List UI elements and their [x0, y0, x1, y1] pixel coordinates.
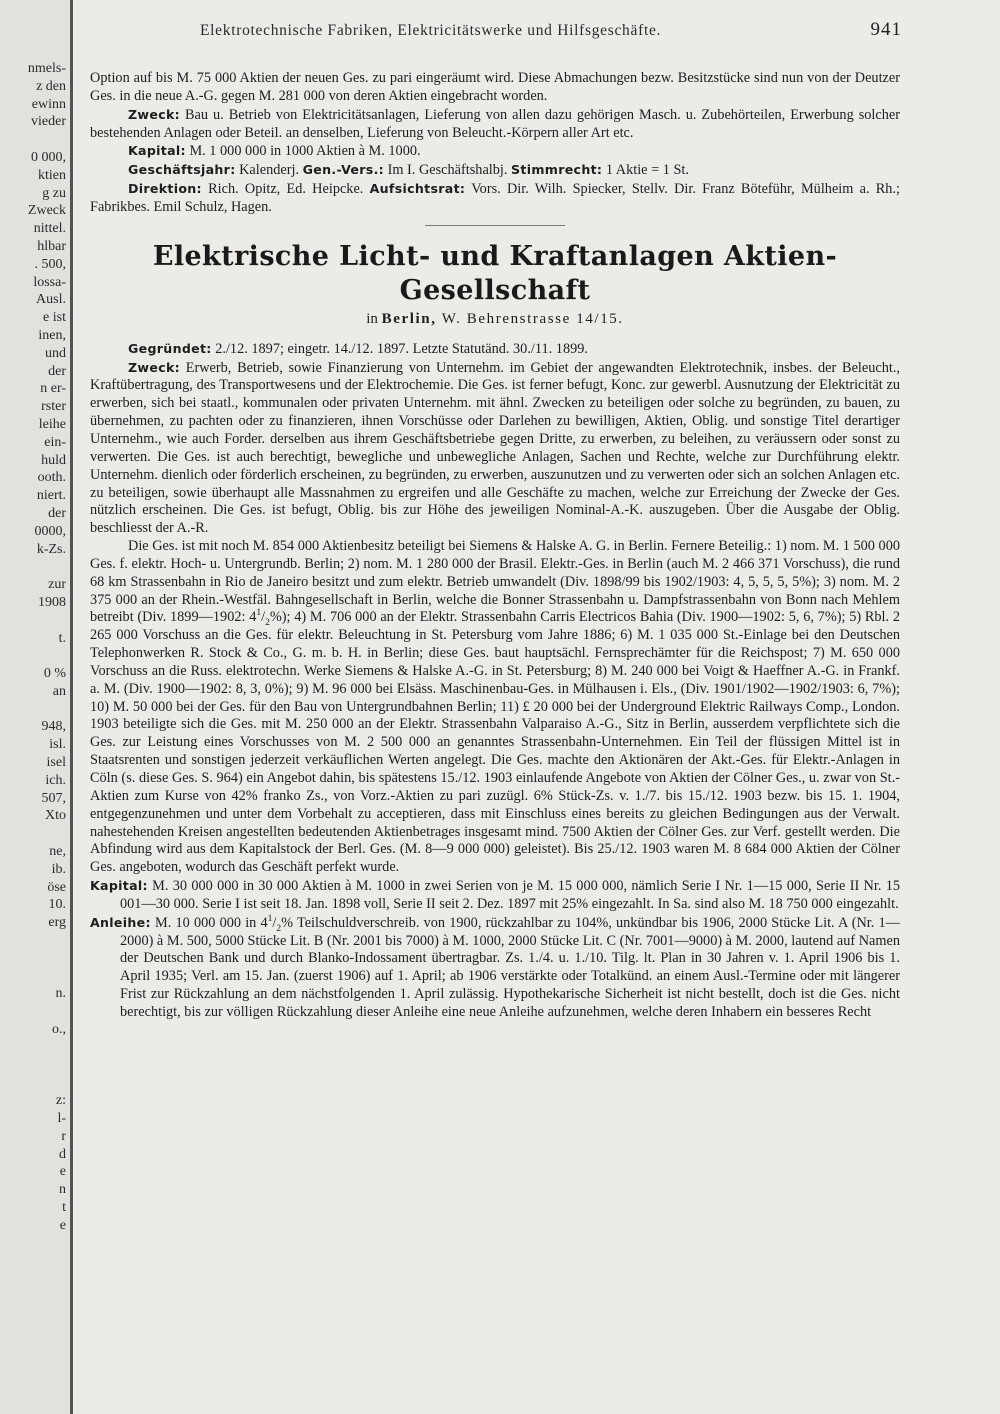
- founded-label: Gegründet:: [128, 340, 212, 356]
- capital-text-b: eingezahlt. In Sa. sind also M. 18 750 000 eingezahlt.: [588, 895, 899, 912]
- directors-label: Direktion:: [128, 181, 202, 197]
- fraction-denominator: 2: [276, 923, 282, 934]
- margin-fragment: [0, 1039, 66, 1057]
- margin-fragment: [0, 558, 66, 576]
- loan-paragraph: Anleihe: M. 10 000 000 in $4^1/_2\%$ Teilschuldverschreib. von 1900, rückzahlbar zu 104%, unkündbar bis 1906, 2000 Stücke Lit. A (Nr. 1—2000) à M. 500, 5000 Stücke Lit. B (Nr. 2001 bis 7000) à M. 1000, 2000 Stücke Lit. C (Nr. 7001—9000) à M. 2000, lautend auf Namen der Deutschen Bank und durch Blanko-Indossament übertragbar. Zs. 1./4. u. 1./10. Tilg. lt. Plan in 30 Jahren v. 1. April 1906 bis 1. April 1935; Verl. am 15. Jan. (zuerst 1906) auf 1. April; ab 1906 verstärkte oder Totalkünd. an einem Ausl.-Termine oder mit längerer Frist zur Rückzahlung an dem nächstfolgenden 1. April zulässig. Hypothekarische Sicherheit ist nicht bestellt, doch ist die Ges. nicht berechtigt, bis zur völligen Rückzahlung dieser Anleihe eine neue Anleihe aufzunehmen, welche deren Inhabern ein besseres Recht: [90, 913, 900, 1020]
- margin-fragment: [0, 701, 66, 719]
- margin-fragment: nittel.: [33, 221, 66, 237]
- capital-label: Kapital:: [128, 143, 186, 159]
- margin-fragment: ewinn: [31, 96, 66, 112]
- margin-fragment: 0 %: [43, 666, 66, 682]
- margin-fragment: isel: [46, 755, 66, 771]
- page-number: 941: [870, 19, 902, 40]
- margin-fragment: n er-: [40, 381, 66, 397]
- main-column: [90, 70, 900, 1022]
- percent-sign: %: [576, 895, 589, 912]
- percent-sign: %: [245, 787, 258, 804]
- company-street: W. Behrenstrasse 14/15.: [436, 310, 624, 327]
- section-divider: [425, 225, 565, 226]
- business-year-text: Kalenderj.: [235, 162, 303, 179]
- margin-fragment: . 500,: [34, 256, 66, 272]
- prev-entry-text: Option auf bis M. 75 000 Aktien der neuen Ges. zu pari eingeräumt wird. Diese Abmachungen bezw. Besitzstücke sind nun von der Deutzer Ges. in die neue A.-G. gegen M. 281 000 von deren Aktien eingebracht worden.: [90, 70, 900, 104]
- loan-text-b: Teilschuldverschreib. von 1900, rückzahlbar zu 104: [293, 914, 597, 931]
- percent-sign: %: [269, 609, 282, 626]
- percent-sign: %: [799, 573, 812, 590]
- margin-fragment: inen,: [38, 327, 66, 343]
- loan-text-a: M. 10 000 000 in 4: [150, 914, 268, 931]
- participations-text-f: ); 10) M. 50 000 bei der Ges. für den Bau von Untergrundbahnen Berlin; 11) £ 20 000 bei der Underground Elektric Railways Comp., London. 1903 beteiligte sich die Ges. mit M. 250 000 an der Elektr. Strassenbahn Valparaiso A.-G., Sitz in Berlin, ausserdem verpflichtete sich die Ges. zur Leistung eines Vorschusses von M. 2 500 000 an genanntes Strassenbahn-Unternehmen. Ein Teil der flüssigen Mittel ist in Staatsrenten und sonstigen jederzeit verkäuflichen Werten angelegt. Die Ges. machte den Aktionären der Akt.-Ges. für Elektr.-Anlagen in Cöln (s. diese Ges. S. 964) ein Angebot dahin, bis spätestens 15./12. 1903 einlaufende Angebote von Aktien der Cölner Ges., u. zwar von St.-Aktien zum Kurse von 42: [90, 680, 900, 804]
- running-head: Elektrotechnische Fabriken, Elektricitätswerke und Hilfsgeschäfte.: [200, 22, 662, 39]
- margin-fragment: ich.: [45, 772, 66, 788]
- margin-fragment: [0, 950, 66, 968]
- margin-fragment: der: [48, 505, 66, 521]
- purpose-label: Zweck:: [128, 106, 180, 122]
- purpose-text: Erwerb, Betrieb, sowie Finanzierung von Unternehm. im Gebiet der angewandten Elektrotechnik, insbes. der Beleucht., Kraftübertragung, des Transportwesens und der Elektrochemie. Die Ges. ist ferner befugt, Konc. zur gewerbl. Ausnutzung der Elektricität zu erwerben, sich bei staatl., kommunalen oder privaten Unternehm. mit ähnl. Zwecken zu beteiligen oder solche zu begründen, zu bauen, zu übernehmen, zu pachten oder zu finanzieren, ihnen Vorschüsse oder Darlehen zu bewilligen, Aktien, Oblig. und sonstige Titel derartiger Unternehm., wie auch Forder. derselben aus ihrem Geschäftsbetriebe gegen Dritte, zu erwerben, zu beleihen, zu veräussern oder sonst zu verwerten. Die Ges. ist auch berechtigt, bewegliche und unbewegliche Anlagen, Sachen und Rechte, welche zur Durchführung elektr. Unternehm. dienlich oder förderlich erscheinen, zu begründen, zu erwerben, auszunutzen und zu verwerten oder sich an solchen Anlagen etc. zu beteiligen, sowie überhaupt alle Massnahmen zu ergreifen und alle Geschäfte zu machen, welche zur Erreichung der Zwecke der Ges. nützlich erscheinen. Die Ges. ist befugt, Oblig. bis zur Höhe des jeweiligen Nominal-A.-K. auszugeben. Über die Ausgabe der Oblig. beschliesst der A.-R.: [90, 359, 900, 537]
- company-address: [90, 310, 900, 328]
- margin-fragment: e: [59, 1217, 66, 1233]
- margin-fragment: r: [61, 1128, 66, 1144]
- margin-fragment: 1908: [38, 594, 66, 610]
- purpose-paragraph: [90, 359, 900, 538]
- voting-right-label: Stimmrecht:: [511, 162, 603, 178]
- percent-sign: %: [596, 914, 609, 931]
- participations-paragraph: Die Ges. ist mit noch M. 854 000 Aktienbesitz beteiligt bei Siemens & Halske A. G. in Berlin. Fernere Beteilig.: 1) nom. M. 1 500 000 Ges. f. elektr. Hoch- u. Untergrundb. Berlin; 2) nom. M. 1 280 000 der Brasil. Elektr.-Ges. in Berlin (auch M. 2 466 371 Vorschuss), die rund 68 km Strassenbahn in Rio de Janeiro besitzt und zum elektr. Betrieb umwandelt (Div. 1898/99 bis 1902/1903: 4, 5, 5, 5, 5%); 3) nom. M. 2 375 000 an der Rhein.-Westfäl. Bahngesellschaft in Berlin, welche die Bonner Strassenbahn u. Dampfstrassenbahn von Bonn nach Mehlem betreibt (Div. 1899—1902: $4^1/_2\%$); 4) M. 706 000 an der Elektr. Strassenbahn Carris Electricos Bahia (Div. 1900—1902: 5, 6, 7%); 5) Rbl. 2 265 000 Vorschuss an die Ges. für elektr. Beleuchtung in St. Petersburg vom Jahre 1886; 6) M. 1 035 000 St.-Einlage bei den Deutschen Telephonwerken R. Stock & Co., G. m. b. H. in Berlin; diese Ges. baut hauptsächl. Fernsprechämter für die Reichspost; 7) M. 650 000 Vorschuss an die Russ. elektrotechn. Werke Siemens & Halske A.-G. in St. Petersburg; 8) M. 240 000 bei Voigt & Haeffner A.-G. in Frankf. a. M. (Div. 1900—1902: 8, 3, 0%); 9) M. 96 000 bei Elsäss. Maschinenbau-Ges. in Mülhausen i. Els., (Div. 1901/1902—1902/1903: 6, 7%); 10) M. 50 000 bei der Ges. für den Bau von Untergrundbahnen Berlin; 11) £ 20 000 bei der Underground Elektric Railways Comp., London. 1903 beteiligte sich die Ges. mit M. 250 000 an der Elektr. Strassenbahn Valparaiso A.-G., Sitz in Berlin, ausserdem verpflichtete sich die Ges. zur Leistung eines Vorschusses von M. 2 500 000 an genanntes Strassenbahn-Unternehmen. Ein Teil der flüssigen Mittel ist in Staatsrenten und sonstigen jederzeit verkäuflichen Werten angelegt. Die Ges. machte den Aktionären der Akt.-Ges. für Elektr.-Anlagen in Cöln (s. diese Ges. S. 964) ein Angebot dahin, bis spätestens 15./12. 1903 einlaufende Angebote von Aktien der Cölner Ges., u. zwar von St.-Aktien zum Kurse von 42% franko Zs., von Vorz.-Aktien zu pari zuzügl. 6% Stück-Zs. v. 1./7. bis 15./12. 1903 bezw. bis 15. 1. 1904, entgegenzunehmen und unter dem Vorbehalt zu acceptieren, dass mit Einschluss eines bereits zu gleichen Bedingungen aus der Verwalt. nahestehenden Kreisen angestellten bedeutenden Aktienbetrages insgesamt mind. 7500 Aktien der Cölner Ges. zur Verf. gestellt werden. Die Abfindung wird aus dem Kapitalstock der Berl. Ges. (M. 8—9 000 000) geleistet). Bis 25./12. 1903 waren M. 8 684 000 Aktien der Cölner Ges. angeboten, wodurch das Geschäft perfekt wurde.: [90, 538, 900, 876]
- margin-fragment: [0, 825, 66, 843]
- margin-fragment: k-Zs.: [36, 541, 66, 557]
- margin-fragment: 0000,: [34, 523, 66, 539]
- margin-fragment: t.: [58, 630, 66, 646]
- margin-fragment: der: [48, 363, 66, 379]
- margin-fragment: [0, 647, 66, 665]
- margin-fragment: l-: [57, 1111, 66, 1127]
- margin-fragment: vieder: [31, 114, 66, 130]
- participations-text-g: franko Zs., von Vorz.-Aktien zu pari zuzügl. 6: [257, 787, 541, 804]
- margin-fragment: Ausl.: [36, 292, 66, 308]
- margin-fragment: d: [59, 1146, 66, 1162]
- margin-fragment: isl.: [49, 737, 66, 753]
- capital-text: M. 1 000 000 in 1000 Aktien à M. 1000.: [185, 143, 421, 160]
- margin-fragment: t: [62, 1200, 66, 1215]
- business-year-label: Geschäftsjahr:: [128, 162, 236, 178]
- prev-entry-board: [90, 180, 900, 217]
- capital-text-a: M. 30 000 000 in 30 000 Aktien à M. 1000 in zwei Serien von je M. 15 000 000, nämlich Serie I Nr. 1—15 000, Serie II Nr. 15 001—30 000. Serie I ist seit 18. Jan. 1898 voll, Serie II seit 2. Dez. 1897 mit 25: [120, 878, 900, 912]
- percent-sign: %: [271, 680, 284, 697]
- loan-label: Anleihe:: [90, 914, 151, 930]
- margin-fragment: e ist: [43, 310, 66, 326]
- voting-right-text: 1 Aktie = 1 St.: [602, 162, 689, 179]
- margin-fragment: ne,: [49, 844, 66, 860]
- margin-fragment: zur: [48, 577, 66, 593]
- address-prefix: in: [366, 310, 382, 327]
- percent-sign: %: [540, 787, 553, 804]
- margin-fragment: leihe: [38, 416, 66, 432]
- margin-fragment: ktien: [38, 167, 66, 183]
- founded-line: [90, 340, 900, 359]
- founded-text: 2./12. 1897; eingetr. 14./12. 1897. Letzte Statutänd. 30./11. 1899.: [211, 340, 588, 357]
- margin-fragment: n: [59, 1182, 66, 1198]
- margin-fragment: [0, 968, 66, 986]
- previous-page-margin-text: [0, 60, 66, 1235]
- margin-fragment: und: [45, 345, 66, 361]
- participations-text-h: Stück-Zs. v. 1./7. bis 15./12. 1903 bezw. bis 15. 1. 1904, entgegenzunehmen und unter dem Vorbehalt zu acceptieren, dass mit Einschluss eines bereits zu gleichen Bedingungen aus der Verwalt. nahestehenden Kreisen angestellten bedeutenden Aktienbetrages insgesamt mind. 7500 Aktien der Cölner Ges. zur Verf. gestellt werden. Die Abfindung wird aus dem Kapitalstock der Berl. Ges. (M. 8—9 000 000) geleistet). Bis 25./12. 1903 waren M. 8 684 000 Aktien der Cölner Ges. angeboten, wodurch das Geschäft perfekt wurde.: [90, 787, 900, 876]
- margin-fragment: 507,: [41, 790, 66, 806]
- margin-fragment: lossa-: [33, 274, 66, 290]
- margin-fragment: n.: [55, 986, 66, 1002]
- margin-fragment: erg: [48, 915, 66, 931]
- margin-fragment: 0 000,: [31, 149, 66, 165]
- margin-fragment: z:: [55, 1093, 66, 1109]
- margin-fragment: nmels-: [27, 61, 66, 76]
- purpose-label: Zweck:: [128, 359, 180, 375]
- margin-fragment: 10.: [48, 897, 66, 913]
- company-title: Elektrische Licht- und Kraftanlagen Aktien-Gesellschaft: [152, 240, 838, 306]
- margin-fragment: Zweck: [27, 203, 66, 219]
- percent-sign: %: [281, 914, 294, 931]
- company-city: Berlin,: [381, 310, 437, 327]
- margin-fragment: o.,: [52, 1022, 66, 1038]
- supervisory-board-text: Vors. Dir. Wilh. Spiecker, Stellv. Dir. Franz Böteführ, Mülheim a. Rh.; Fabrikbes. Emil Schulz, Hagen.: [90, 181, 900, 215]
- margin-fragment: [0, 131, 66, 149]
- general-meeting-label: Gen.-Vers.:: [302, 162, 384, 178]
- margin-fragment: Xto: [45, 808, 66, 824]
- margin-fragment: rster: [41, 399, 66, 415]
- capital-label: Kapital:: [90, 878, 148, 894]
- margin-fragment: ooth.: [37, 470, 66, 486]
- supervisory-board-label: Aufsichtsrat:: [369, 181, 466, 197]
- participations-text-b: ); 3) nom. M. 2 375 000 an der Rhein.-Westfäl. Bahngesellschaft in Berlin, welche die Bonner Strassenbahn u. Dampfstrassenbahn von Bonn nach Mehlem betreibt (Div. 1899—1902: 4: [90, 573, 900, 626]
- margin-fragment: [0, 932, 66, 950]
- capital-paragraph: [90, 877, 900, 914]
- margin-fragment: [0, 612, 66, 630]
- prev-entry-business-year: [90, 161, 900, 180]
- margin-fragment: huld: [41, 452, 66, 468]
- prev-entry-purpose: [90, 106, 900, 143]
- margin-fragment: ib.: [51, 861, 66, 877]
- prev-entry-capital: [90, 142, 900, 161]
- margin-fragment: 948,: [41, 719, 66, 735]
- margin-fragment: öse: [47, 879, 66, 895]
- percent-sign: %: [824, 609, 837, 626]
- loan-text-c: , unkündbar bis 1906, 2000 Stücke Lit. A (Nr. 1—2000) à M. 500, 5000 Stücke Lit. B (Nr. 2001 bis 7000) à M. 1000, 2000 Stücke Lit. C (Nr. 7001—9000) à M. 2000, lautend auf Namen der Deutschen Bank und durch Blanko-Indossament übertragbar. Zs. 1./4. u. 1./10. Tilg. lt. Plan in 30 Jahren v. 1. April 1906 bis 1. April 1935; Verl. am 15. Jan. (zuerst 1906) auf 1. April; ab 1906 verstärkte oder Totalkünd. an einem Ausl.-Termine oder mit längerer Frist zur Rückzahlung an dem nächstfolgenden 1. April zulässig. Hypothekarische Sicherheit ist nicht bestellt, doch ist die Ges. nicht berechtigt, bis zur völligen Rückzahlung dieser Anleihe eine neue Anleihe aufzunehmen, welche deren Inhabern ein besseres Recht: [120, 914, 900, 1020]
- margin-fragment: niert.: [36, 488, 66, 504]
- margin-fragment: [0, 1074, 66, 1092]
- participations-text-c: ); 4) M. 706 000 an der Elektr. Strassenbahn Carris Electricos Bahia (Div. 1900—1902: 5, 6, 7: [281, 609, 825, 626]
- fraction-numerator: 1: [267, 913, 273, 924]
- margin-fragment: g zu: [42, 185, 66, 201]
- prev-entry-paragraph: [90, 70, 900, 106]
- participations-text-a: Die Ges. ist mit noch M. 854 000 Aktienbesitz beteiligt bei Siemens & Halske A. G. in Berlin. Fernere Beteilig.: 1) nom. M. 1 500 000 Ges. f. elektr. Hoch- u. Untergrundb. Berlin; 2) nom. M. 1 280 000 der Brasil. Elektr.-Ges. in Berlin (auch M. 2 466 371 Vorschuss), die rund 68 km Strassenbahn in Rio de Janeiro besitzt und zum elektr. Betrieb umwandelt (Div. 1898/99 bis 1902/1903: 4, 5, 5, 5, 5: [90, 538, 900, 590]
- page-fold-line: [70, 0, 73, 1414]
- margin-fragment: [0, 1057, 66, 1075]
- purpose-text: Bau u. Betrieb von Elektricitätsanlagen, Lieferung von allen dazu gehörigen Masch. u. Zubehörteilen, Erwerbung solcher bestehenden Anlagen oder Beteil. an denselben, Lieferung von Beleucht.-Körpern aller Art etc.: [90, 106, 900, 141]
- margin-fragment: e: [59, 1164, 66, 1180]
- participations-text-d: ); 5) Rbl. 2 265 000 Vorschuss an die Ges. für elektr. Beleuchtung in St. Petersburg vom Jahre 1886; 6) M. 1 035 000 St.-Einlage bei den Deutschen Telephonwerken R. Stock & Co., G. m. b. H. in Berlin; diese Ges. baut hauptsächl. Fernsprechämter für die Reichspost; 7) M. 650 000 Vorschuss an die Russ. elektrotechn. Werke Siemens & Halske A.-G. in St. Petersburg; 8) M. 240 000 bei Voigt & Haeffner A.-G. in Frankf. a. M. (Div. 1900—1902: 8, 3, 0: [90, 609, 900, 697]
- fraction-denominator: 2: [265, 618, 270, 629]
- directors-text: Rich. Opitz, Ed. Heipcke.: [201, 181, 370, 198]
- margin-fragment: an: [52, 683, 66, 699]
- participations-text-e: ); 9) M. 96 000 bei Elsäss. Maschinenbau-Ges. in Mülhausen i. Els., (Div. 1901/1902—1902/1903: 6, 7: [283, 680, 880, 697]
- margin-fragment: hlbar: [37, 238, 66, 254]
- margin-fragment: ein-: [44, 434, 66, 450]
- fraction-numerator: 1: [256, 608, 262, 619]
- percent-sign: %: [879, 680, 892, 697]
- margin-fragment: z den: [36, 78, 66, 94]
- margin-fragment: [0, 1003, 66, 1021]
- general-meeting-text: Im I. Geschäftshalbj.: [384, 162, 512, 179]
